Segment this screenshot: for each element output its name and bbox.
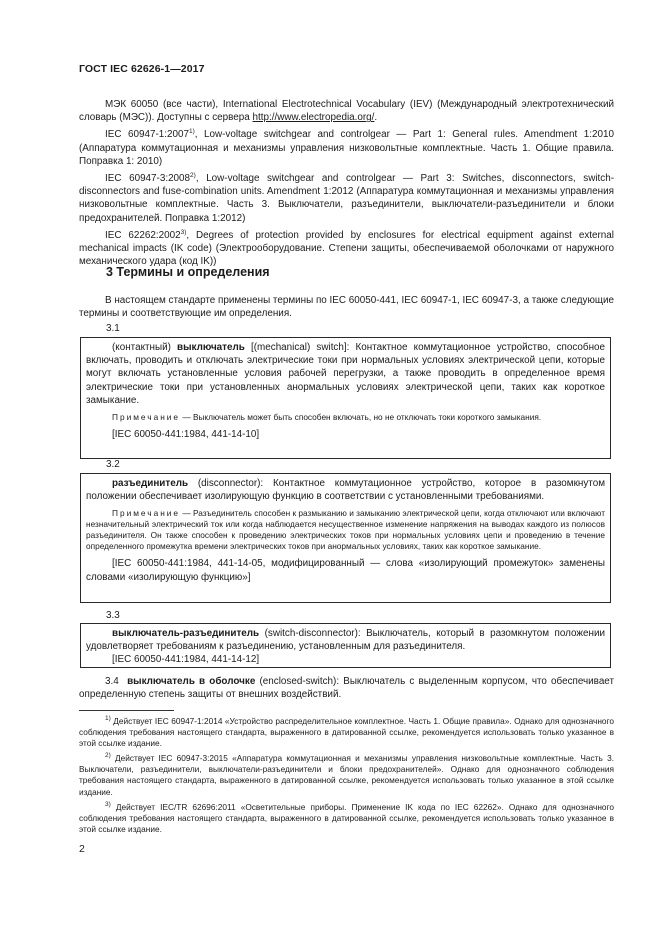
footnote-ref[interactable]: 3) bbox=[180, 228, 187, 236]
footnote-item: $^{3)}$ Действует IEC/TR 62696:2011 «Осветительные приборы. Применение IK кода по IEC 62262». Однако для однозначного соблюдения требования настоящего стандарта, выраженного в датированной ссылке, рекомендуется использовать только указанное в этой ссылке издание. bbox=[79, 800, 614, 834]
term-number: 3.3 bbox=[106, 610, 120, 621]
section-intro: В настоящем стандарте применены термины по IEC 60050-441, IEC 60947-1, IEC 60947-3, а также следующие термины и соответствующие им определения. bbox=[79, 295, 614, 320]
term-title: выключатель bbox=[177, 342, 245, 353]
term-number: 3.4 bbox=[105, 676, 119, 687]
term-source: [IEC 60050-441:1984, 441-14-05, модифицированный — слова «изолирующий промежуток» заменены словами «изолирующую функцию»] bbox=[86, 558, 605, 583]
term-source: [IEC 60050-441:1984, 441-14-10] bbox=[112, 429, 260, 441]
term-title: разъединитель bbox=[112, 478, 189, 489]
reference-item: МЭК 60050 (все части), International Electrotechnical Vocabulary (IEV) (Международный электротехнический словарь (МЭС)). Доступны с сервера http://www.electropedia.org/. bbox=[79, 99, 614, 124]
normative-references bbox=[79, 98, 614, 272]
term-definition: (контактный) выключатель [(mechanical) switch]: Контактное коммутационное устройство, способное включать, проводить и отключать электрические токи при нормальных условиях электрической цепи, которые могут включать установленные условия рабочей перегрузки, а также проводить в определенное время электрические токи при установленных анормальных условиях электрической цепи, таких как короткое замыкание. bbox=[86, 342, 606, 406]
term-definition: разъединитель (disconnector): Контактное коммутационное устройство, которое в разомкнутом положении обеспечивает изолирующую функцию в соответствии с установленными требованиями. bbox=[86, 478, 605, 503]
section-title: 3 Термины и определения bbox=[106, 265, 270, 279]
footnote-divider bbox=[79, 710, 174, 711]
footnote-ref[interactable]: 2) bbox=[190, 172, 196, 180]
term-number: 3.1 bbox=[106, 323, 120, 334]
term-source: [IEC 60050-441:1984, 441-14-12] bbox=[112, 654, 260, 666]
reference-item: IEC 62262:2002$^{3)}$, Degrees of protection provided by enclosures for electrical equipment against external mechanical impacts (IK code) (Электрооборудование. Степени защиты, обеспечиваемой оболочками от наружного механического удара (код IK)) bbox=[79, 228, 614, 268]
term-box-switch-disconnector bbox=[80, 623, 611, 668]
footnote-ref[interactable]: 1) bbox=[188, 128, 195, 136]
term-note: Примечание — Выключатель может быть способен включать, но не отключать токи короткого замыкания. bbox=[112, 412, 542, 423]
footnote-item: $^{1)}$ Действует IEC 60947-1:2014 «Устройство распределительное комплектное. Часть 1. Общие правила». Однако для однозначного соблюдения требования настоящего стандарта, выраженного в датированной ссылке, рекомендуется использовать только указанное в этой ссылке издание. bbox=[79, 715, 614, 749]
footnote-mark: 1) bbox=[105, 715, 111, 722]
reference-item: IEC 60947-1:2007$^{1)}$, Low-voltage switchgear and controlgear — Part 1: General rules. Amendment 1:2010 (Аппаратура коммутационная и механизмы управления низковольтные комплектные. Часть 1. Общие правила. Поправка 1: 2010) bbox=[79, 128, 614, 167]
reference-item: IEC 60947-3:2008$^{2)}$, Low-voltage switchgear and controlgear — Part 3: Switches, disconnectors, switch-disconnectors and fuse-combination units. Amendment 1:2012 (Аппаратура коммутационная и механизмы управления низковольтные комплектные. Часть 3. Выключатели, разъединители, выключатели-разъединители и блоки предохранителей. Поправка 1:2012) bbox=[79, 172, 614, 224]
term-number: 3.2 bbox=[106, 459, 120, 470]
term-box-switch bbox=[80, 337, 611, 459]
footnote-mark: 2) bbox=[105, 752, 111, 760]
term-definition: выключатель-разъединитель (switch-disconnector): Выключатель, который в разомкнутом положении удовлетворяет требованиям к разъединению, установленным для разъединителя. bbox=[86, 628, 605, 653]
term-enclosed-switch: 3.4 выключатель в оболочке (enclosed-switch): Выключатель с выделенным корпусом, что обеспечивает определенную степень защиты от внешних воздействий. bbox=[79, 676, 614, 701]
term-title: выключатель-разъединитель bbox=[112, 628, 260, 639]
footnotes bbox=[79, 716, 614, 839]
note-label: Примечание bbox=[112, 412, 181, 423]
term-note: Примечание — Разъединитель способен к размыканию и замыканию электрической цепи, когда отключают или включают незначительный электрический ток или когда наблюдается несущественное изменение напряжения на выводах каждого из полюсов разъединителя. Он также способен к проведению электрических токов при нормальных условиях цепи и проведению в течение определенного промежутка времени электрических токов при анормальных условиях, таких как короткое замыкание. bbox=[86, 508, 605, 552]
term-box-disconnector bbox=[80, 473, 611, 603]
term-title: выключатель в оболочке bbox=[127, 676, 256, 687]
note-label: Примечание bbox=[112, 508, 181, 519]
standard-header: ГОСТ IEC 62626-1—2017 bbox=[79, 63, 205, 75]
footnote-mark: 3) bbox=[105, 800, 111, 808]
electropedia-link[interactable]: http://www.electropedia.org/ bbox=[252, 112, 375, 124]
footnote-item: $^{2)}$ Действует IEC 60947-3:2015 «Аппаратура коммутационная и механизмы управления низковольтные комплектные. Часть 3. Выключатели, разъединители, выключатели-разъединители и блоки предохранителей». Однако для однозначного соблюдения требования настоящего стандарта, выраженного в датированной ссылке, рекомендуется использовать только указанное в этой ссылке издание. bbox=[79, 752, 614, 797]
page-number: 2 bbox=[79, 843, 85, 855]
